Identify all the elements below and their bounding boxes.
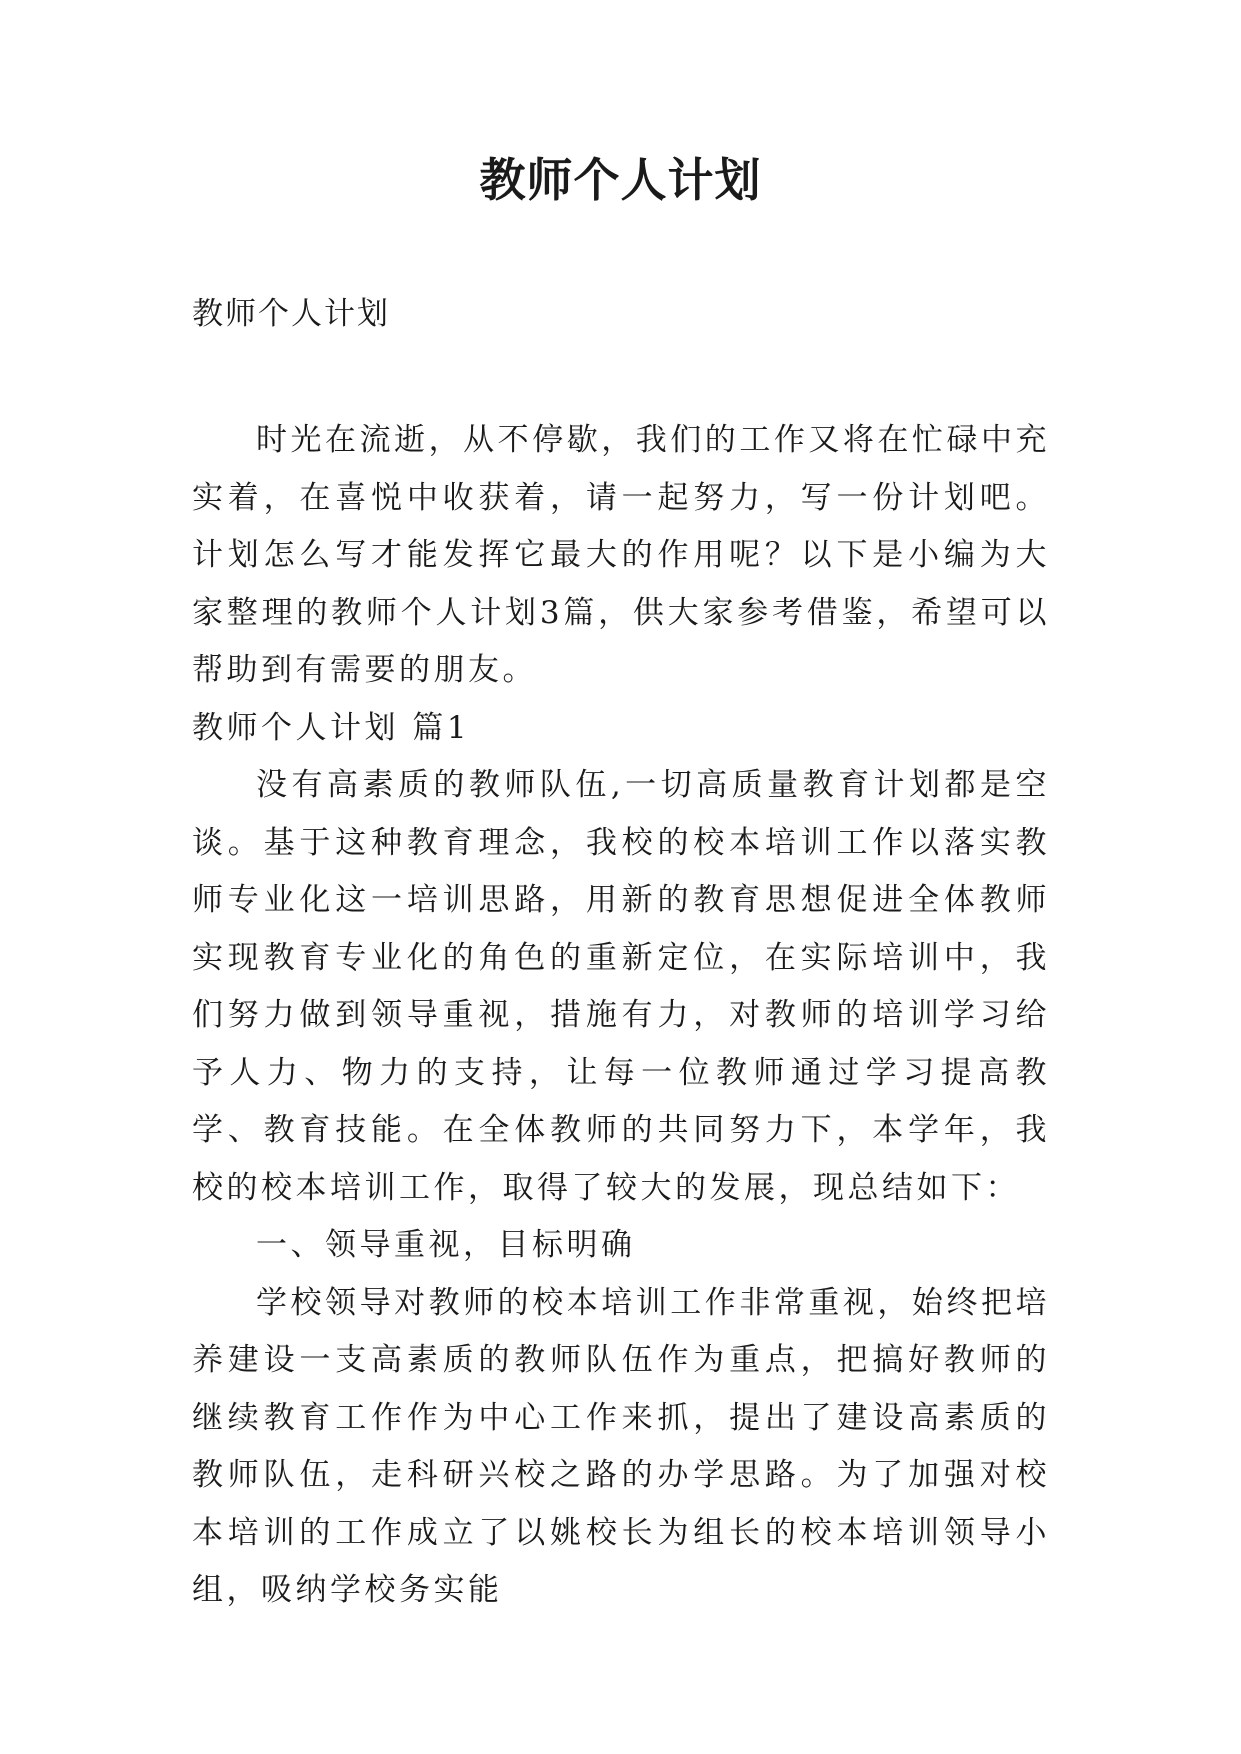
document-body: [192, 412, 1050, 1620]
section-heading: 教师个人计划 篇1: [192, 709, 471, 746]
page-title: 教师个人计划: [479, 153, 762, 207]
paragraph: 学校领导对教师的校本培训工作非常重视，始终把培养建设一支高素质的教师队伍作为重点，把搞好教师的继续教育工作作为中心工作来抓，提出了建设高素质的教师队伍，走科研兴校之路的办学思路。为了加强对校本培训的工作成立了以姚校长为组长的校本培训领导小组，吸纳学校务实能: [192, 1284, 1050, 1608]
paragraph: 没有高素质的教师队伍,一切高质量教育计划都是空谈。基于这种教育理念，我校的校本培训工作以落实教师专业化这一培训思路，用新的教育思想促进全体教师实现教育专业化的角色的重新定位，在实际培训中，我们努力做到领导重视，措施有力，对教师的培训学习给予人力、物力的支持，让每一位教师通过学习提高教学、教育技能。在全体教师的共同努力下，本学年，我校的校本培训工作，取得了较大的发展，现总结如下：: [192, 767, 1050, 1206]
paragraph: 时光在流逝，从不停歇，我们的工作又将在忙碌中充实着，在喜悦中收获着，请一起努力，写一份计划吧。计划怎么写才能发挥它最大的作用呢？以下是小编为大家整理的教师个人计划3篇，供大家参考借鉴，希望可以帮助到有需要的朋友。: [192, 422, 1050, 688]
section-subheading: 一、领导重视，目标明确: [256, 1227, 636, 1263]
document-subtitle: 教师个人计划: [192, 296, 390, 332]
